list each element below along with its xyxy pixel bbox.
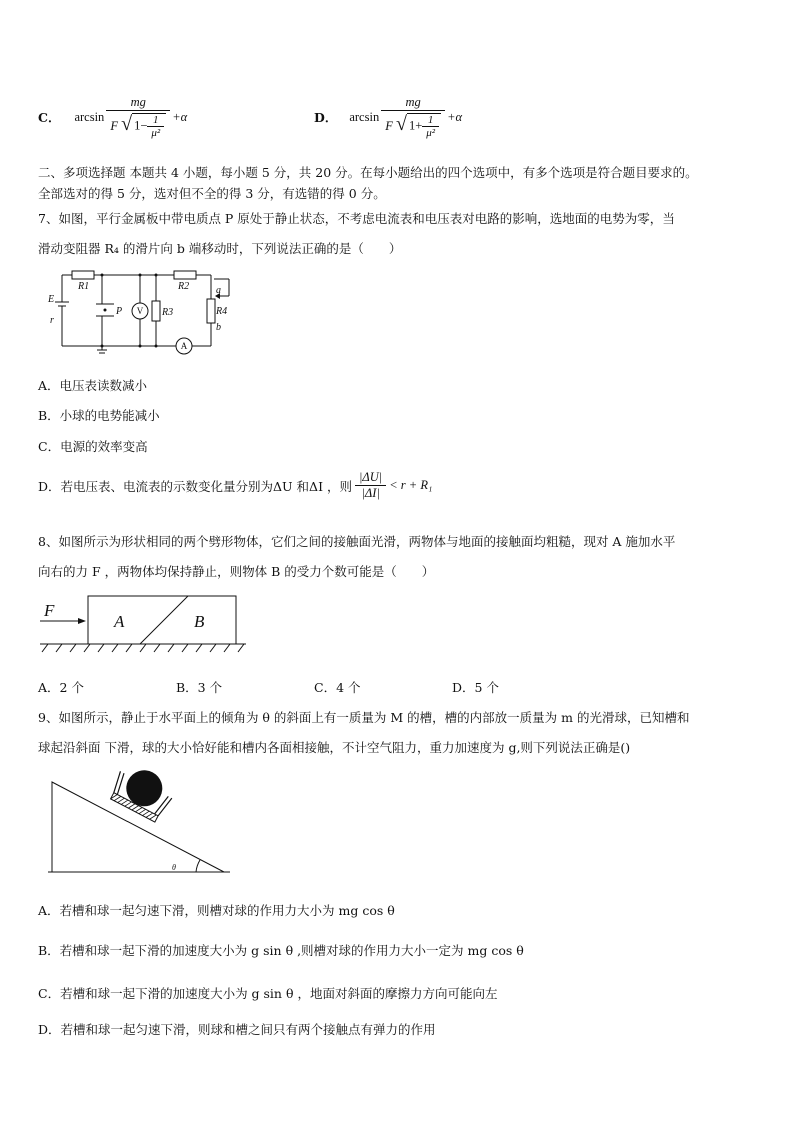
q6-option-c bbox=[38, 86, 187, 148]
q7-option-d-inequality: < r + R₁ bbox=[389, 478, 433, 492]
q9-label-theta: θ bbox=[172, 863, 176, 872]
q9-option-b: B．若槽和球一起下滑的加速度大小为 g sin θ ,则槽对球的作用力大小一定为 mg cos θ bbox=[38, 943, 524, 958]
q6-option-c-suffix: +α bbox=[172, 109, 188, 124]
q8-stem-line1: 8、如图所示为形状相同的两个劈形物体，它们之间的接触面光滑，两物体与地面的接触面均粗糙，现对 A 施加水平 bbox=[38, 534, 676, 549]
q8-option-d: D．5 个 bbox=[452, 680, 499, 695]
section2-line2: 全部选对的得 5 分，选对但不全的得 3 分，有选错的得 0 分。 bbox=[38, 186, 386, 201]
q7-label-E: E bbox=[48, 294, 55, 305]
q7-option-d-fraction: $\frac{|\Delta U|}{|\Delta I|}$ bbox=[355, 470, 386, 501]
q9-option-a: A．若槽和球一起匀速下滑，则槽对球的作用力大小为 mg cos θ bbox=[38, 903, 395, 918]
q8-option-c: C．4 个 bbox=[314, 680, 361, 695]
q9-option-d: D．若槽和球一起匀速下滑，则球和槽之间只有两个接触点有弹力的作用 bbox=[38, 1022, 436, 1037]
q7-stem-line2: 滑动变阻器 R₄ 的滑片向 b 端移动时，下列说法正确的是（ ） bbox=[38, 241, 402, 256]
q7-option-b: B．小球的电势能减小 bbox=[38, 408, 160, 423]
q6-option-c-prefix: arcsin bbox=[74, 109, 105, 124]
q9-option-c: C．若槽和球一起下滑的加速度大小为 g sin θ ，地面对斜面的摩擦力方向可能向左 bbox=[38, 986, 498, 1001]
q6-option-d-fraction: mg F √ 1+ $\frac{1}{\text{μ²}}$ bbox=[381, 95, 445, 140]
q7-label-b: b bbox=[216, 322, 221, 333]
q6-option-c-fraction: mg F √ 1− $\frac{1}{\text{μ²}}$ bbox=[106, 95, 170, 140]
q8-label-B: B bbox=[194, 612, 205, 631]
q7-label-r: r bbox=[50, 315, 54, 326]
q7-option-a: A．电压表读数减小 bbox=[38, 378, 148, 393]
q8-wedge-diagram bbox=[38, 592, 250, 660]
q6-option-d bbox=[314, 86, 462, 148]
section2-line1: 二、多项选择题 本题共 4 小题，每小题 5 分，共 20 分。在每小题给出的四个选项中，有多个选项是符合题目要求的。 bbox=[38, 165, 698, 180]
q9-stem-line1: 9、如图所示，静止于水平面上的倾角为 θ 的斜面上有一质量为 M 的槽，槽的内部放一质量为 m 的光滑球，已知槽和 bbox=[38, 710, 690, 725]
q7-option-d bbox=[38, 470, 432, 501]
q6-option-d-suffix: +α bbox=[447, 109, 463, 124]
q6-option-d-label: D． bbox=[314, 110, 338, 125]
q7-label-R4: R4 bbox=[216, 306, 228, 317]
q6-option-d-prefix: arcsin bbox=[349, 109, 380, 124]
q8-label-A: A bbox=[114, 612, 125, 631]
q7-label-R1: R1 bbox=[78, 281, 90, 292]
q9-incline-diagram bbox=[48, 768, 230, 878]
q7-ammeter-label: A bbox=[180, 341, 188, 351]
q7-option-c: C．电源的效率变高 bbox=[38, 439, 148, 454]
q7-option-d-text: D．若电压表、电流表的示数变化量分别为ΔU 和ΔI ，则 bbox=[38, 478, 352, 494]
q8-option-a: A．2 个 bbox=[38, 680, 84, 695]
q7-stem-line1: 7、如图，平行金属板中带电质点 P 原处于静止状态，不考虑电流表和电压表对电路的影响，选地面的电势为零，当 bbox=[38, 211, 675, 226]
q7-voltmeter-label: V bbox=[136, 306, 144, 316]
q7-label-R3: R3 bbox=[162, 307, 174, 318]
q7-label-R2: R2 bbox=[178, 281, 190, 292]
q9-stem-line2: 球起沿斜面 下滑，球的大小恰好能和槽内各面相接触，不计空气阻力，重力加速度为 g,则下列说法正确是() bbox=[38, 740, 631, 755]
q7-label-a: a bbox=[216, 285, 221, 296]
q7-circuit-diagram bbox=[44, 266, 234, 360]
q8-stem-line2: 向右的力 F ，两物体均保持静止，则物体 B 的受力个数可能是（ ） bbox=[38, 564, 435, 579]
q6-option-c-label: C． bbox=[38, 110, 61, 125]
q8-label-F: F bbox=[44, 601, 55, 620]
q7-label-P: P bbox=[116, 306, 123, 317]
q8-option-b: B．3 个 bbox=[176, 680, 223, 695]
